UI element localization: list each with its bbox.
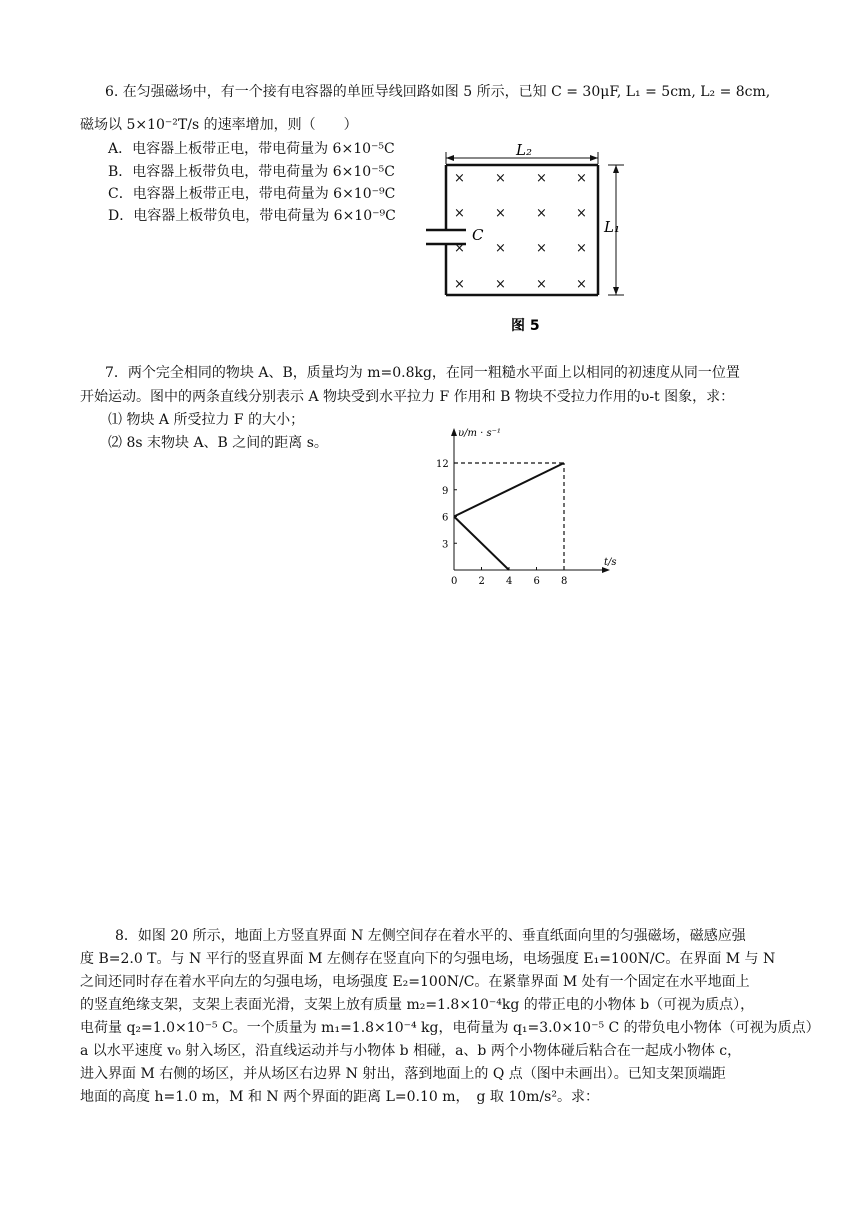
q6-option-d: D．电容器上板带负电，带电荷量为 6×10⁻⁹C	[108, 208, 396, 224]
y-axis-arrow	[451, 428, 457, 436]
cross-mark: ×	[454, 241, 465, 256]
q8-line-6: a 以水平速度 v₀ 射入场区，沿直线运动并与小物体 b 相碰，a、b 两个小物体碰后粘合在一起成小物体 c，	[80, 1043, 742, 1059]
cross-mark: ×	[536, 277, 547, 292]
figure-5-caption: 图 5	[511, 318, 540, 334]
q7-line1: 7．两个完全相同的物块 A、B，质量均为 m=0.8kg，在同一粗糙水平面上以相同的初速度从同一位置	[105, 365, 740, 381]
y-tick-label: 6	[442, 512, 449, 524]
label-l2: L₂	[516, 141, 532, 159]
x-tick-label: 2	[478, 576, 485, 587]
cross-mark: ×	[495, 171, 506, 186]
cross-mark: ×	[454, 206, 465, 221]
label-l1: L₁	[604, 218, 620, 236]
q7-sub1: ⑴ 物块 A 所受拉力 F 的大小；	[108, 412, 305, 428]
cross-mark: ×	[454, 277, 465, 292]
q8-line-5: 电荷量 q₂=1.0×10⁻⁵ C。一个质量为 m₁=1.8×10⁻⁴ kg，电荷量为 q₁=3.0×10⁻⁵ C 的带负电小物体（可视为质点）	[80, 1020, 820, 1036]
x-tick-label: 0	[451, 576, 458, 587]
cross-mark: ×	[576, 171, 587, 186]
q8-line-8: 地面的高度 h=1.0 m，M 和 N 两个界面的距离 L=0.10 m， g 取 10m/s²。求：	[80, 1089, 599, 1105]
y-axis-label: υ/m · s⁻¹	[458, 428, 501, 439]
x-axis-label: t/s	[604, 557, 617, 568]
q8-line-2: 度 B=2.0 T。与 N 平行的竖直界面 M 左侧存在竖直向下的匀强电场，电场强度 E₁=100N/C。在界面 M 与 N	[80, 951, 776, 967]
q8-line-3: 之间还同时存在着水平向左的匀强电场，电场强度 E₂=100N/C。在紧靠界面 M 处有一个固定在水平地面上	[80, 974, 750, 990]
q8-line-4: 的竖直绝缘支架，支架上表面光滑，支架上放有质量 m₂=1.8×10⁻⁴kg 的带正电的小物体 b（可视为质点），	[80, 997, 755, 1013]
cross-mark: ×	[495, 277, 506, 292]
y-tick-label: 9	[442, 485, 449, 497]
cross-mark: ×	[576, 277, 587, 292]
series-line-1	[454, 463, 564, 517]
cross-mark: ×	[454, 171, 465, 186]
label-c: C	[472, 226, 484, 244]
q8-line-1: 8．如图 20 所示，地面上方竖直界面 N 左侧空间存在着水平的、垂直纸面向里的匀强磁场，磁感应强	[115, 928, 746, 944]
cross-mark: ×	[536, 206, 547, 221]
series-line-2	[454, 517, 509, 571]
q6-option-b: B．电容器上板带负电，带电荷量为 6×10⁻⁵C	[108, 164, 395, 180]
figure-5-circuit	[420, 140, 660, 340]
q6-line2: 磁场以 5×10⁻²T/s 的速率增加，则（ ）	[80, 117, 358, 133]
x-tick-label: 8	[561, 576, 568, 587]
cross-mark: ×	[536, 241, 547, 256]
q7-line2: 开始运动。图中的两条直线分别表示 A 物块受到水平拉力 F 作用和 B 物块不受拉力作用的υ-t 图象，求：	[80, 389, 735, 405]
cross-mark: ×	[495, 206, 506, 221]
q6-line1: 6. 在匀强磁场中，有一个接有电容器的单匝导线回路如图 5 所示，已知 C = 30μF, L₁ = 5cm, L₂ = 8cm,	[105, 84, 771, 100]
cross-mark: ×	[576, 206, 587, 221]
x-tick-label: 4	[506, 576, 513, 587]
x-tick-label: 6	[533, 576, 540, 587]
q8-line-7: 进入界面 M 右侧的场区，并从场区右边界 N 射出，落到地面上的 Q 点（图中未画出）。已知支架顶端距	[80, 1066, 726, 1082]
vt-chart	[430, 424, 620, 594]
q6-option-a: A．电容器上板带正电，带电荷量为 6×10⁻⁵C	[108, 141, 395, 157]
q6-option-c: C．电容器上板带正电，带电荷量为 6×10⁻⁹C	[108, 186, 396, 202]
y-tick-label: 12	[436, 459, 449, 470]
cross-mark: ×	[495, 241, 506, 256]
cross-mark: ×	[576, 241, 587, 256]
q7-sub2: ⑵ 8s 末物块 A、B 之间的距离 s。	[108, 435, 328, 451]
y-tick-label: 3	[442, 539, 449, 551]
cross-mark: ×	[536, 171, 547, 186]
